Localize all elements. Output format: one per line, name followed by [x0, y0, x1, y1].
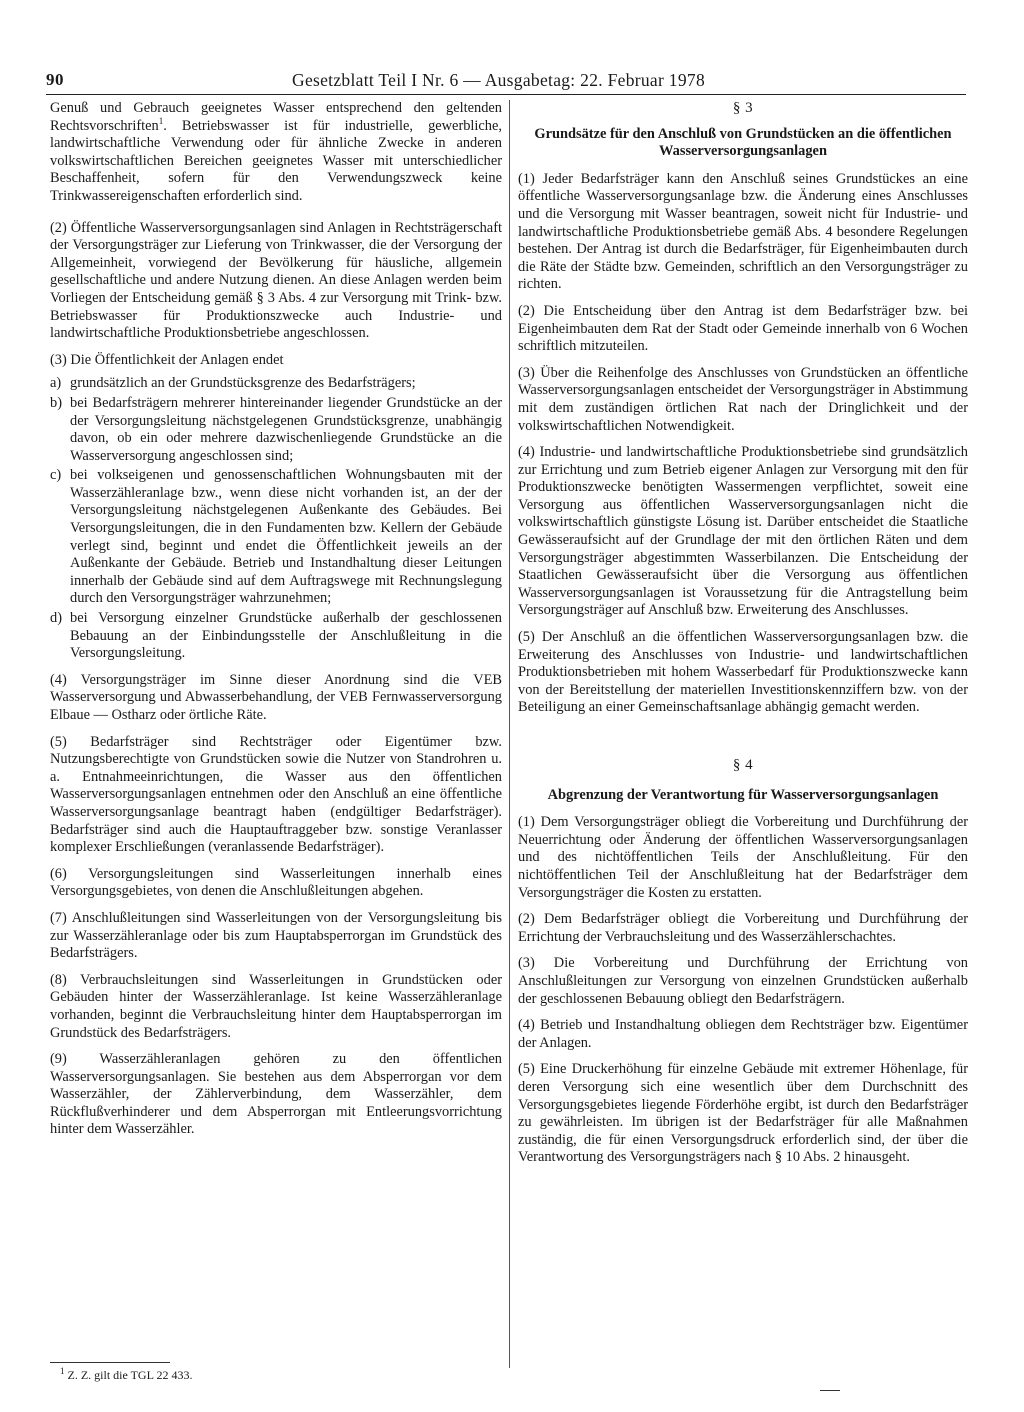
section-4-paragraph-5: (5) Eine Druckerhöhung für einzelne Gebäude mit extremer Höhenlage, für deren Versorgung sich eine wesentlich über dem Durchschnitt des Versorgungsgebietes liegende Förderhöhe ergibt, ist durch den Bedarfsträger zu gewährleisten. Im übrigen ist der Bedarfsträger für alle Maßnahmen zuständig, die für einen Versorgungsdruck erforderlich sind, der über die Verantwortung des Versorgungsträgers nach § 10 Abs. 2 hinausgeht. [518, 1061, 968, 1166]
paragraph-4: (4) Versorgungsträger im Sinne dieser Anordnung sind die VEB Wasserversorgung und Abwasserbehandlung, der VEB Fernwasserversorgung Elbaue — Ostharz oder örtliche Räte. [50, 671, 502, 723]
footnote-marker: 1 [60, 1366, 65, 1376]
paragraph-7: (7) Anschlußleitungen sind Wasserleitungen von der Versorgungsleitung bis zur Wasserzähleranlage oder bis zum Hauptabsperrorgan im Grundstück des Bedarfsträgers. [50, 909, 502, 962]
footnote-rule [50, 1362, 170, 1363]
list-text: grundsätzlich an der Grundstücksgrenze des Bedarfsträgers; [70, 375, 416, 392]
list-label: c) [50, 467, 62, 484]
section-3-mark: § 3 [732, 100, 754, 116]
section-3-paragraph-5: (5) Der Anschluß an die öffentlichen Wasserversorgungsanlagen bzw. die Erweiterung des Anschlusses von Industrie- und landwirtschaftlichen Produktionsbetrieben mit hohem Wasserbedarf für Produktionszwecke kann von der Bereitstellung der materiellen Investitionskennziffern bzw. von der Beteiligung an einer Gemeinschaftsanlage abhängig gemacht werden. [518, 629, 968, 716]
list-text: bei Versorgung einzelner Grundstücke außerhalb der geschlossenen Bebauung an der Einbindungsstelle der Anschlußleitung in die Versorgungsleitung. [70, 610, 502, 662]
paragraph-3: (3) Die Öffentlichkeit der Anlagen endet [50, 351, 284, 368]
end-dash [820, 1390, 840, 1391]
footnote-reference: 1 [158, 115, 164, 126]
intro-text-rest: . Betriebswasser ist für industrielle, gewerbliche, landwirtschaftliche Verwendung oder für ähnliche Zwecke in anderen volkswirtschaftlichen Bereichen geeignetes Wasser mit unterschiedlicher Beschaffenheit, sofern für den Verwendungszweck keine Trinkwassereigenschaften erforderlich sind. [50, 117, 502, 204]
running-head: Gesetzblatt Teil I Nr. 6 — Ausgabetag: 22. Februar 1978 [292, 70, 705, 90]
list-label: a) [50, 375, 62, 392]
list-text: bei Bedarfsträgern mehrerer hintereinander liegender Grundstücke an der der Versorgungsleitung nächstgelegenen Grundstücksgrenze, unabhängig davon, ob ein oder mehrere dazwischenliegende Grundstücke an die Wasserversorgung angeschlossen sind; [70, 394, 502, 464]
section-4-paragraph-2: (2) Dem Bedarfsträger obliegt die Vorbereitung und Durchführung der Errichtung der Verbrauchsleitung und des Wasserzählerschachtes. [518, 911, 968, 945]
section-4-mark: § 4 [732, 757, 754, 773]
section-3-paragraph-3: (3) Über die Reihenfolge des Anschlusses von Grundstücken an öffentliche Wasserversorgungsanlagen entscheidet der Versorgungsträger in Abstimmung mit dem zuständigen örtlichen Rat nach der Dringlichkeit und der volkswirtschaftlichen Notwendigkeit. [518, 364, 968, 434]
list-item-b [50, 395, 502, 465]
list-item-c [50, 467, 502, 608]
section-4-paragraph-1: (1) Dem Versorgungsträger obliegt die Vorbereitung und Durchführung der Neuerrichtung oder Änderung der öffentlichen Wasserversorgungsanlagen und des nichtöffentlichen Teils der Anschlußleitung. Für den nichtöffentlichen Teil der Anschlußleitung hat der Bedarfsträger dem Versorgungsträger die Kosten zu erstatten. [518, 814, 968, 901]
list-item-a [50, 375, 502, 393]
section-4-paragraph-3: (3) Die Vorbereitung und Durchführung der Errichtung von Anschlußleitungen zur Versorgung von einzelnen Grundstücken außerhalb der geschlossenen Bebauung obliegt den Bedarfsträgern. [518, 955, 968, 1007]
footnote-text: Z. Z. gilt die TGL 22 433. [67, 1368, 193, 1382]
paragraph-5: (5) Bedarfsträger sind Rechtsträger oder Eigentümer bzw. Nutzungsberechtigte von Grundstücken sowie die Nutzer von Standrohren u. a. Entnahmeeinrichtungen, die Wasser aus den öffentlichen Wasserversorgungsanlagen entnehmen oder den Anschluß an eine öffentliche Wasserversorgungsanlage beantragt haben (endgültiger Bedarfsträger). Bedarfsträger sind auch die Hauptauftraggeber bzw. sonstige Veranlasser komplexer Erschließungen (veranlassende Bedarfsträger). [50, 733, 502, 856]
section-4-title: Abgrenzung der Verantwortung für Wasserversorgungsanlagen [547, 786, 939, 803]
paragraph-6: (6) Versorgungsleitungen sind Wasserleitungen innerhalb eines Versorgungsgebietes, von denen die Anschlußleitungen abgehen. [50, 865, 502, 900]
intro-text: Genuß und Gebrauch geeignetes Wasser entsprechend den geltenden Rechtsvorschriften [50, 100, 502, 134]
list-item-d [50, 610, 502, 663]
column-divider [509, 100, 510, 1368]
section-3-title: Grundsätze für den Anschluß von Grundstücken an die öffentlichen Wasserversorgungsanlagen [534, 125, 952, 160]
section-3-paragraph-4: (4) Industrie- und landwirtschaftliche Produktionsbetriebe sind grundsätzlich zur Errichtung und zum Betrieb eigener Anlagen zur Versorgung mit den für Produktionszwecke benötigten Wassermengen verpflichtet, soweit eine Versorgung aus öffentlichen Wasserversorgungsanlagen nicht die volkswirtschaftlich günstigste Lösung ist. Darüber entscheidet die Staatliche Gewässeraufsicht auf der Grundlage der mit den örtlichen Räten und dem Versorgungsträger abgestimmten Wasserbilanzen. Die Entscheidung der Staatlichen Gewässeraufsicht über die Versorgung aus öffentlichen Wasserversorgungsanlagen ist Voraussetzung für die Antragstellung beim Versorgungsträger auf Anschluß bzw. Erweiterung des Anschlusses. [518, 444, 968, 619]
paragraph-8: (8) Verbrauchsleitungen sind Wasserleitungen in Grundstücken oder Gebäuden hinter der Wasserzähleranlage. Ist keine Wasserzähleranlage vorhanden, beginnt die Verbrauchsleitung hinter dem Hauptabsperrorgan im Grundstück des Bedarfsträgers. [50, 971, 502, 1041]
list-label: d) [50, 610, 62, 627]
right-column [518, 100, 968, 1167]
paragraph-2: (2) Öffentliche Wasserversorgungsanlagen sind Anlagen in Rechtsträgerschaft der Versorgungsträger zur Lieferung von Trinkwasser, die der Versorgung der Allgemeinheit, vorwiegend der Bevölkerung für häusliche, allgemein gesellschaftliche und andere Nutzung dienen. An diese Anlagen werden beim Vorliegen der Entscheidung gemäß § 3 Abs. 4 zur Versorgung mit Trink- bzw. Betriebswasser für Produktionszwecke auch Industrie- und landwirtschaftliche Produktionsbetriebe angeschlossen. [50, 219, 502, 342]
section-4-paragraph-4: (4) Betrieb und Instandhaltung obliegen dem Rechtsträger bzw. Eigentümer der Anlagen. [518, 1017, 968, 1051]
left-column [50, 100, 502, 1139]
list-label: b) [50, 394, 62, 411]
paragraph-intro [50, 100, 502, 206]
section-3-paragraph-1: (1) Jeder Bedarfsträger kann den Anschluß seines Grundstückes an eine öffentliche Wasserversorgungsanlage bzw. die Änderung eines Anschlusses und die Versorgung mit Wasser beantragen, soweit nicht für Industrie- und landwirtschaftliche Produktionsbetriebe gemäß Abs. 4 besondere Regelungen bestehen. Der Antrag ist durch die Bedarfsträger, für Eigenheimbauten durch die Räte der Städte bzw. Gemeinden, schriftlich an den Versorgungsträger zu richten. [518, 170, 968, 293]
footnote [60, 1368, 193, 1382]
paragraph-9: (9) Wasserzähleranlagen gehören zu den öffentlichen Wasserversorgungsanlagen. Sie bestehen aus dem Absperrorgan vor dem Wasserzähler, der Zählerverbindung, dem Wasserzähler, dem Rückflußverhinderer und dem Absperrorgan mit Entleerungsvorrichtung hinter dem Wasserzähler. [50, 1051, 502, 1138]
section-3-paragraph-2: (2) Die Entscheidung über den Antrag ist dem Bedarfsträger bzw. bei Eigenheimbauten dem Rat der Stadt oder Gemeinde innerhalb von 6 Wochen schriftlich mitzuteilen. [518, 302, 968, 355]
page-header [46, 70, 966, 95]
page-number: 90 [46, 70, 64, 89]
section-4 [518, 757, 968, 804]
list-text: bei volkseigenen und genossenschaftlichen Wohnungsbauten mit der Wasserzähleranlage bzw., wenn diese nicht vorhanden ist, an der der Versorgungsleitung nächstgelegenen Außenkante des Gebäudes. Bei Versorgungsleitungen, die in den Fundamenten bzw. Kellern der Gebäude verlegt sind, beginnt und endet die Öffentlichkeit jeweils an der Außenkante der Gebäude. Betrieb und Instandhaltung dieser Leitungen innerhalb der Gebäude sind auf dem Auftragswege mit Rechnungslegung durch den Versorgungsträger wahrzunehmen; [70, 467, 502, 607]
